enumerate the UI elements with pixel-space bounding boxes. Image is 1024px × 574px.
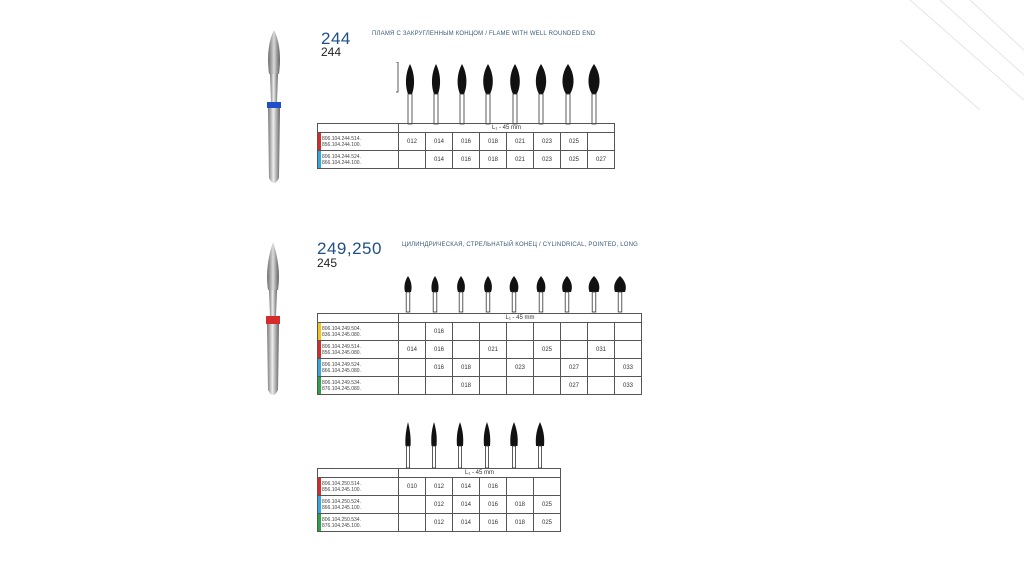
- table-row-code: 806.104.250.524. 866.104.245.100.: [318, 496, 399, 514]
- table-cell: 016: [453, 133, 480, 151]
- table-header: L₁ - 45 mm: [399, 124, 615, 133]
- table-cell: 027: [561, 359, 588, 377]
- table-cell: 014: [426, 151, 453, 169]
- table-cell: 016: [426, 341, 453, 359]
- table-cell: 016: [480, 478, 507, 496]
- table-row: [318, 514, 561, 532]
- table-cell: [399, 323, 426, 341]
- table-cell: [561, 341, 588, 359]
- section-244-title: 244: [321, 29, 351, 48]
- table-header: L₁ - 45 mm: [399, 314, 642, 323]
- section-249-table: [317, 313, 642, 395]
- table-cell: [507, 377, 534, 395]
- table-cell: [615, 323, 642, 341]
- table-cell: [399, 377, 426, 395]
- bur-row-249-icons: [396, 274, 636, 314]
- table-row: [318, 377, 642, 395]
- table-cell: [480, 323, 507, 341]
- table-cell: 027: [561, 377, 588, 395]
- table-header: L₁ - 45 mm: [399, 469, 561, 478]
- table-cell: [480, 377, 507, 395]
- table-cell: [588, 377, 615, 395]
- table-cell: 025: [561, 133, 588, 151]
- table-cell: 014: [453, 478, 480, 496]
- table-cell: [588, 323, 615, 341]
- section-244-subtitle: 244: [321, 45, 342, 59]
- table-cell: [399, 151, 426, 169]
- table-cell: 014: [399, 341, 426, 359]
- section-249-title: 249,250: [317, 239, 382, 258]
- table-cell: [534, 377, 561, 395]
- table-cell: 021: [507, 151, 534, 169]
- table-cell: [561, 323, 588, 341]
- table-cell: 016: [480, 514, 507, 532]
- section-250-table: [317, 468, 561, 532]
- table-row: [318, 478, 561, 496]
- table-cell: 025: [534, 341, 561, 359]
- table-cell: 018: [453, 377, 480, 395]
- table-cell: 023: [534, 133, 561, 151]
- table-cell: 018: [480, 133, 507, 151]
- table-row-code: 806.104.249.504. 836.104.245.080.: [318, 323, 399, 341]
- table-cell: 016: [480, 496, 507, 514]
- section-244-bur-row: [396, 62, 610, 126]
- table-cell: 025: [561, 151, 588, 169]
- table-cell: 016: [426, 323, 453, 341]
- table-cell: [399, 359, 426, 377]
- table-cell: 021: [480, 341, 507, 359]
- table-cell: [534, 359, 561, 377]
- table-cell: 016: [426, 359, 453, 377]
- table-row: [318, 323, 642, 341]
- table-row-code: 806.104.244.524. 866.104.244.100.: [318, 151, 399, 169]
- table-cell: 031: [588, 341, 615, 359]
- bur-244-illustration: [258, 28, 290, 188]
- table-row-code: 806.104.249.514. 856.104.245.080.: [318, 341, 399, 359]
- table-cell: [507, 478, 534, 496]
- table-cell: 025: [534, 514, 561, 532]
- table-header-row: [318, 469, 561, 478]
- table-cell: 018: [480, 151, 507, 169]
- table-row: [318, 359, 642, 377]
- table-cell: 014: [453, 514, 480, 532]
- table-cell: 027: [588, 151, 615, 169]
- table-cell: [399, 496, 426, 514]
- table-cell: 014: [453, 496, 480, 514]
- table-row-code: 806.104.249.524. 866.104.245.080.: [318, 359, 399, 377]
- table-cell: [480, 359, 507, 377]
- table-cell: [399, 514, 426, 532]
- table-row-code: 806.104.250.534. 876.104.245.100.: [318, 514, 399, 532]
- table-cell: 016: [453, 151, 480, 169]
- table-cell: [588, 133, 615, 151]
- table-cell: [507, 323, 534, 341]
- table-cell: 012: [426, 496, 453, 514]
- table-cell: [534, 478, 561, 496]
- table-cell: 012: [399, 133, 426, 151]
- table-cell: 014: [426, 133, 453, 151]
- table-row-code: 806.104.244.514. 856.104.244.100.: [318, 133, 399, 151]
- table-row: [318, 341, 642, 359]
- section-249-description: ЦИЛИНДРИЧЕСКАЯ, СТРЕЛЬНАТЫЙ КОНЕЦ / CYLINDRICAL, POINTED, LONG: [402, 242, 638, 248]
- table-header-row: [318, 124, 615, 133]
- table-cell: [426, 377, 453, 395]
- table-row-code: 806.104.249.534. 876.104.245.080.: [318, 377, 399, 395]
- table-cell: 025: [534, 496, 561, 514]
- table-row-code: 806.104.250.514. 856.104.245.100.: [318, 478, 399, 496]
- table-cell: [534, 323, 561, 341]
- table-cell: 021: [507, 133, 534, 151]
- table-cell: 018: [453, 359, 480, 377]
- table-cell: [453, 341, 480, 359]
- table-cell: 023: [534, 151, 561, 169]
- section-244-table: [317, 123, 615, 169]
- table-cell: 018: [507, 496, 534, 514]
- table-row: [318, 496, 561, 514]
- table-cell: 018: [507, 514, 534, 532]
- bur-row-244-icons: [396, 62, 610, 126]
- section-244-description: ПЛАМЯ С ЗАКРУГЛЕННЫМ КОНЦОМ / FLAME WITH WELL ROUNDED END: [372, 31, 596, 37]
- table-cell: 012: [426, 478, 453, 496]
- bur-249-illustration: [256, 240, 290, 400]
- table-cell: [588, 359, 615, 377]
- corner-decoration: [900, 0, 1024, 110]
- table-cell: 012: [426, 514, 453, 532]
- table-cell: 033: [615, 377, 642, 395]
- bur-row-250-icons: [396, 420, 556, 470]
- table-cell: 023: [507, 359, 534, 377]
- table-row: [318, 133, 615, 151]
- table-cell: [507, 341, 534, 359]
- table-header-row: [318, 314, 642, 323]
- table-cell: 010: [399, 478, 426, 496]
- table-cell: 033: [615, 359, 642, 377]
- table-cell: [615, 341, 642, 359]
- table-cell: [453, 323, 480, 341]
- section-249-subtitle: 245: [317, 256, 338, 270]
- table-row: [318, 151, 615, 169]
